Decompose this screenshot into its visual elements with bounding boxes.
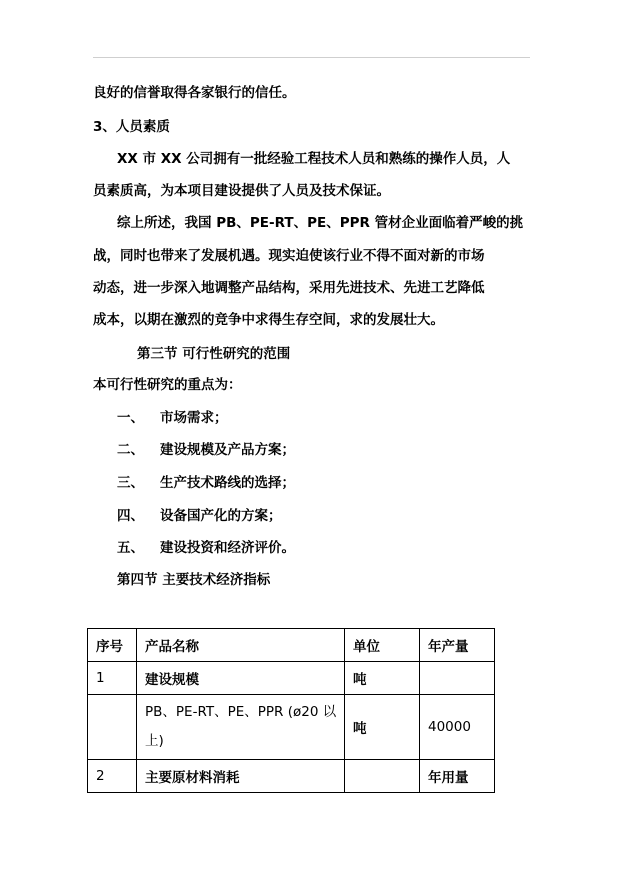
table-cell: 吨 (345, 662, 420, 695)
table-header-row (88, 629, 495, 662)
table-cell (88, 695, 137, 760)
table-cell: 年用量 (420, 760, 495, 793)
list-number: 五、 (117, 540, 144, 556)
table-cell: PB、PE-RT、PE、PPR (ø20 以上) (137, 695, 345, 760)
table-header-cell: 序号 (88, 629, 137, 662)
paragraph-line: 成本，以期在激烈的竞争中求得生存空间，求的发展壮大。 (93, 312, 444, 328)
paragraph-line: 综上所述，我国 PB、PE-RT、PE、PPR 管材企业面临着严峻的挑 (117, 215, 524, 231)
paragraph-line: XX 市 XX 公司拥有一批经验工程技术人员和熟练的操作人员，人 (117, 151, 511, 167)
table-header-cell: 单位 (345, 629, 420, 662)
table-row (88, 760, 495, 793)
table-cell: 1 (88, 662, 137, 695)
list-text: 设备国产化的方案； (160, 508, 282, 524)
table-header-cell: 年产量 (420, 629, 495, 662)
table-row (88, 695, 495, 760)
table-header-cell: 产品名称 (137, 629, 345, 662)
list-text: 市场需求； (160, 410, 228, 426)
table-cell: 建设规模 (137, 662, 345, 695)
list-text: 生产技术路线的选择； (160, 475, 295, 491)
heading-personnel: 3、人员素质 (93, 119, 170, 135)
table-cell: 40000 (420, 695, 495, 760)
indicator-table (87, 628, 495, 793)
table-cell (420, 662, 495, 695)
table-cell (345, 760, 420, 793)
paragraph-line: 员素质高，为本项目建设提供了人员及技术保证。 (93, 183, 390, 199)
paragraph-line: 良好的信誉取得各家银行的信任。 (93, 85, 296, 101)
list-number: 四、 (117, 508, 144, 524)
list-number: 三、 (117, 475, 144, 491)
paragraph-line: 动态，进一步深入地调整产品结构，采用先进技术、先进工艺降低 (93, 280, 485, 296)
list-number: 二、 (117, 442, 144, 458)
section3-intro: 本可行性研究的重点为： (93, 377, 242, 393)
header-rule (93, 57, 530, 58)
list-number: 一、 (117, 410, 144, 426)
table-cell: 吨 (345, 695, 420, 760)
list-text: 建设规模及产品方案； (160, 442, 295, 458)
section4-title: 第四节 主要技术经济指标 (117, 572, 271, 588)
table-cell: 2 (88, 760, 137, 793)
list-text: 建设投资和经济评价。 (160, 540, 295, 556)
section3-title: 第三节 可行性研究的范围 (137, 346, 291, 362)
table-cell: 主要原材料消耗 (137, 760, 345, 793)
paragraph-line: 战，同时也带来了发展机遇。现实迫使该行业不得不面对新的市场 (93, 248, 485, 264)
table-row (88, 662, 495, 695)
